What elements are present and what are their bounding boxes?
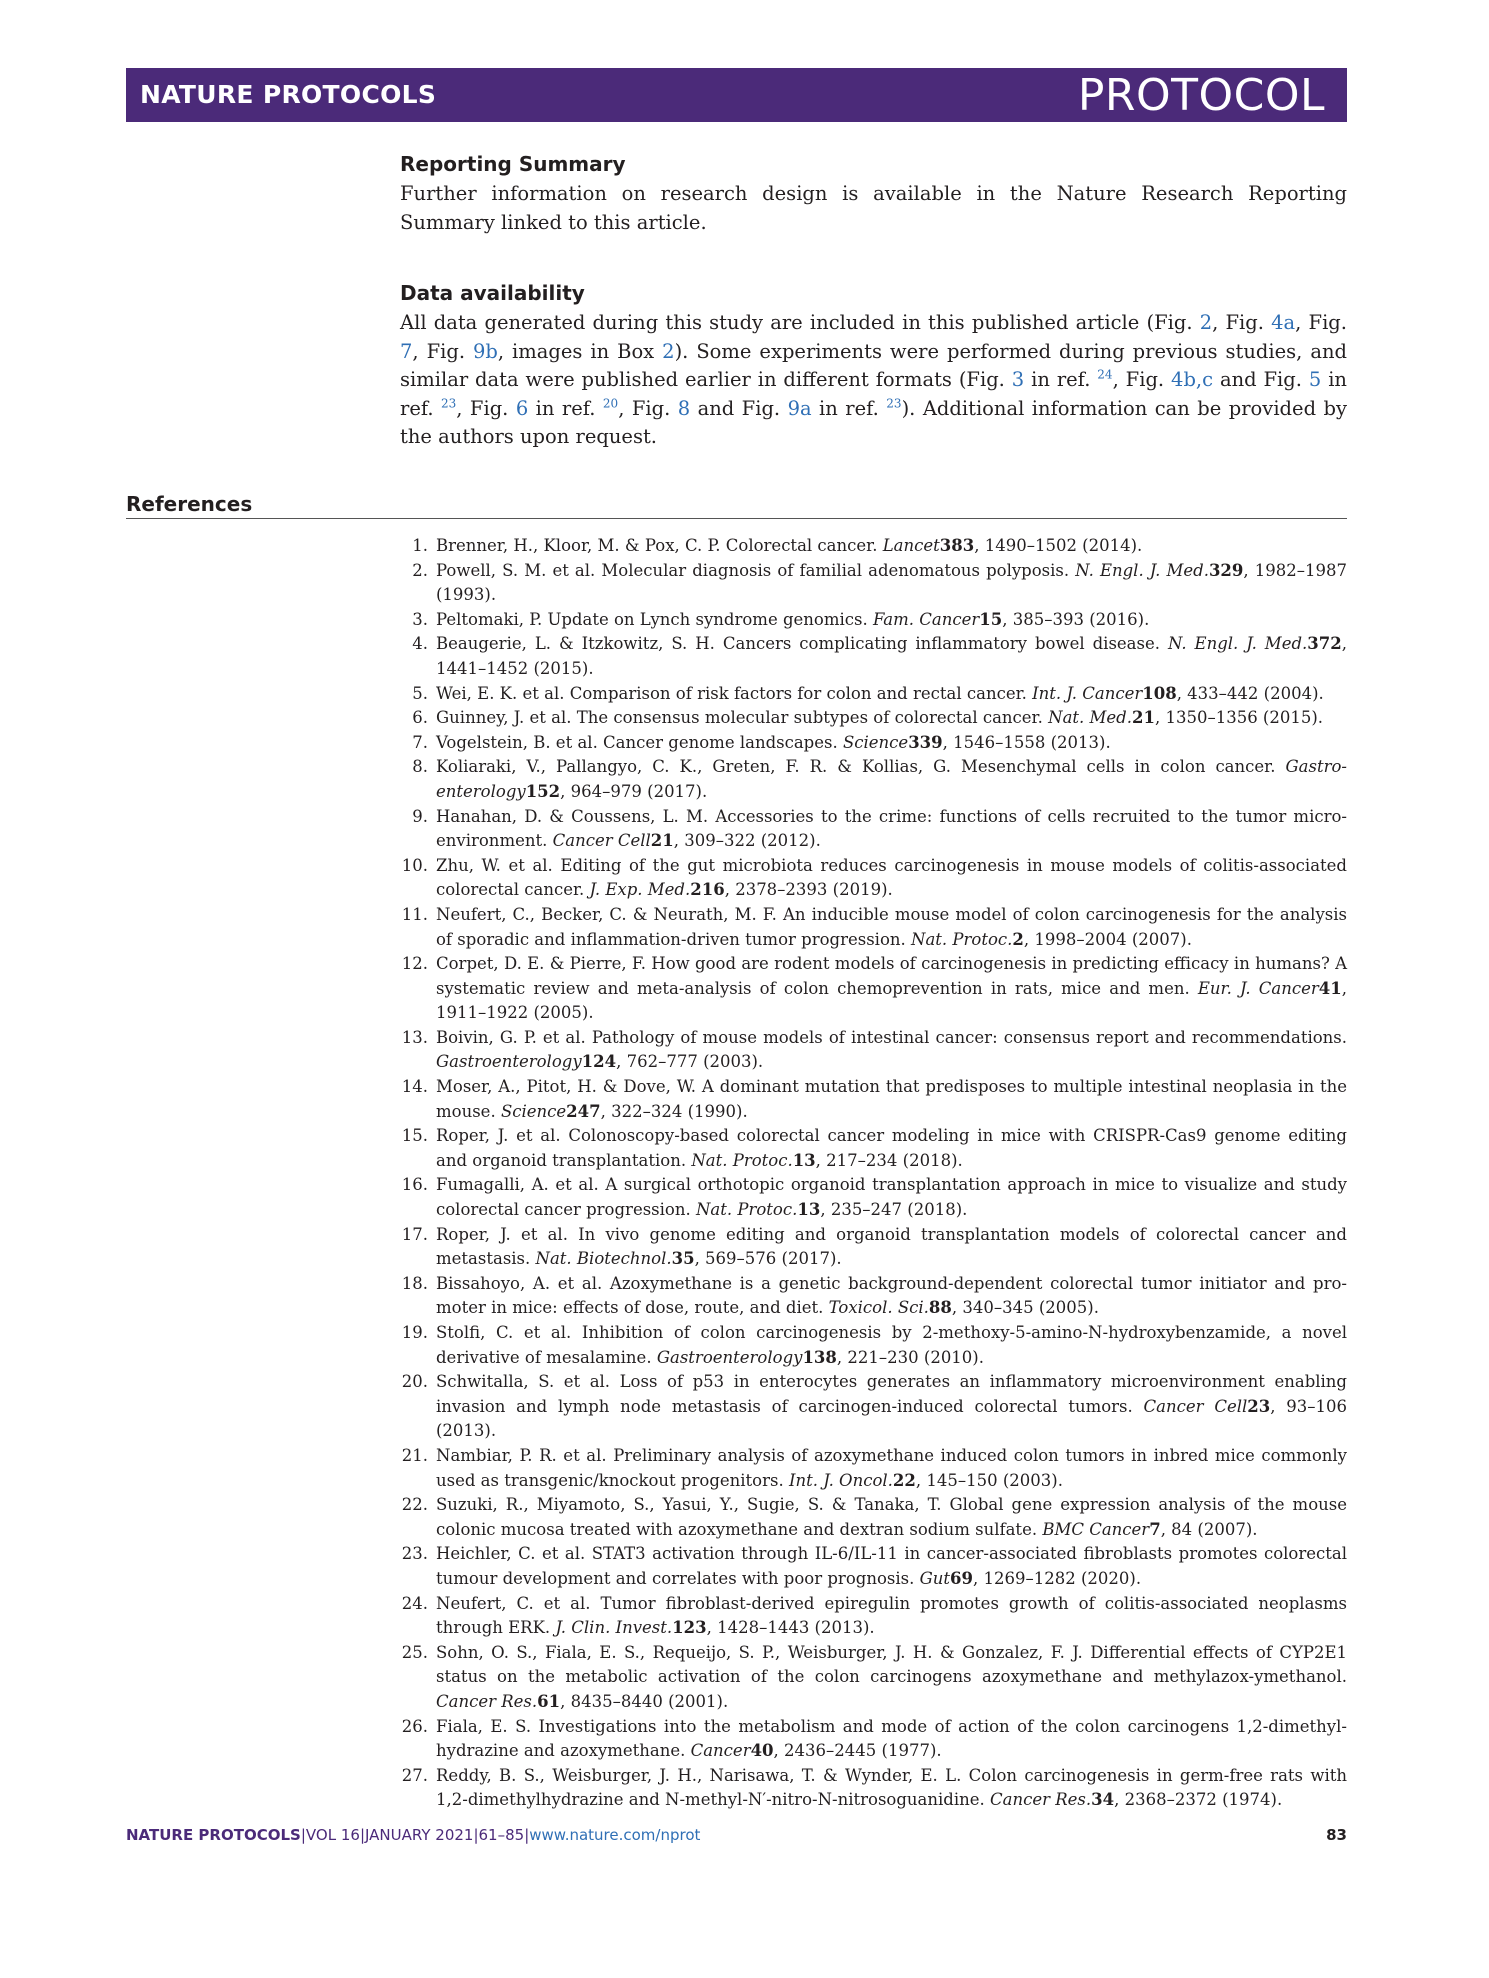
- page-number: 83: [1326, 1826, 1347, 1844]
- reference-pages: , 1269–1282 (2020).: [973, 1568, 1142, 1588]
- reference-number: 23.: [401, 1544, 428, 1564]
- reference-citation: Schwitalla, S. et al. Loss of p53 in enterocytes generates an inflammatory microenvironment enabling invasion and lymph node metastasis of carcinogen-induced colorectal tumors.: [436, 1372, 1347, 1416]
- reference-volume: 108: [1142, 683, 1177, 703]
- reference-number: 15.: [401, 1126, 428, 1146]
- text-run: in ref.: [811, 396, 887, 420]
- reference-item: [400, 1493, 1347, 1542]
- reference-journal: Cancer: [690, 1741, 751, 1761]
- reference-number: 22.: [401, 1495, 428, 1515]
- reference-list: [400, 534, 1347, 1813]
- figure-link[interactable]: 8: [677, 396, 691, 420]
- citation-link[interactable]: 24: [1097, 367, 1113, 382]
- reference-pages: , 2368–2372 (1974).: [1114, 1790, 1283, 1810]
- reference-journal: J. Exp. Med.: [589, 880, 691, 900]
- reference-pages: , 1350–1356 (2015).: [1154, 708, 1324, 728]
- journal-name: NATURE PROTOCOLS: [140, 80, 437, 109]
- reference-item: [400, 1321, 1347, 1370]
- reference-volume: 23: [1247, 1396, 1271, 1416]
- references-heading: References: [126, 492, 1347, 519]
- reference-pages: , 8435–8440 (2001).: [560, 1691, 729, 1711]
- reference-journal: Cancer Cell: [1143, 1396, 1248, 1416]
- reference-journal: Gastro-enterology: [436, 757, 1347, 801]
- reference-item: [400, 1444, 1347, 1493]
- reference-number: 13.: [401, 1027, 428, 1047]
- reference-item: [400, 903, 1347, 952]
- figure-link[interactable]: 6: [515, 396, 529, 420]
- reference-number: 16.: [401, 1175, 428, 1195]
- reference-pages: , 569–576 (2017).: [694, 1249, 842, 1269]
- data-availability-title: Data availability: [400, 281, 585, 305]
- reference-citation: Suzuki, R., Miyamoto, S., Yasui, Y., Sugie, S. & Tanaka, T. Global gene expression analysis of the mouse colonic mucosa treated with azoxymethane and dextran sodium sulfate.: [436, 1495, 1347, 1539]
- reference-volume: 34: [1091, 1790, 1115, 1810]
- reference-journal: Int. J. Cancer: [1032, 683, 1143, 703]
- reference-pages: , 145–150 (2003).: [915, 1470, 1063, 1490]
- reference-item: [400, 952, 1347, 1026]
- data-availability-text: [400, 309, 1347, 452]
- reference-item: [400, 1223, 1347, 1272]
- footer-separator: |: [473, 1826, 479, 1844]
- text-run: and Fig.: [690, 396, 788, 420]
- citation-link[interactable]: 20: [602, 396, 619, 410]
- footer-separator: |: [359, 1826, 365, 1844]
- reference-citation: Stolfi, C. et al. Inhibition of colon carcinogenesis by 2-methoxy-5-amino-N-hydroxybenzamide, a novel derivative of mesalamine.: [436, 1323, 1347, 1367]
- reference-citation: Bissahoyo, A. et al. Azoxymethane is a genetic background-dependent colorectal tumor initiator and pro-moter in mice: effects of dose, route, and diet.: [436, 1273, 1347, 1318]
- reference-volume: 138: [802, 1347, 837, 1367]
- reference-citation: Sohn, O. S., Fiala, E. S., Requeijo, S. P., Weisburger, J. H. & Gonzalez, F. J. Differential effects of CYP2E1 status on the metabolic activation of the colon carcinogens azoxymethane and methylazox-ymethanol.: [436, 1642, 1347, 1687]
- citation-link[interactable]: 23: [886, 396, 902, 410]
- reference-item: [400, 755, 1347, 804]
- reference-citation: Neufert, C., Becker, C. & Neurath, M. F. An inducible mouse model of colon carcinogenesis for the analysis of sporadic and inflammation-driven tumor progression.: [436, 904, 1347, 949]
- text-run: and Fig.: [1213, 368, 1309, 391]
- reference-volume: 69: [950, 1568, 973, 1588]
- text-run: , Fig.: [1112, 368, 1172, 391]
- reference-volume: 2: [1012, 929, 1024, 949]
- reference-number: 25.: [401, 1642, 428, 1662]
- reference-item: [400, 534, 1347, 559]
- reference-number: 3.: [412, 609, 428, 629]
- reference-journal: Nat. Protoc.: [691, 1150, 793, 1170]
- footer-date: JANUARY 2021: [365, 1826, 474, 1844]
- reference-journal: Nat. Protoc.: [695, 1200, 798, 1220]
- reference-number: 18.: [401, 1273, 428, 1293]
- reference-journal: Nat. Med.: [1048, 708, 1132, 728]
- reference-volume: 21: [1132, 708, 1155, 728]
- footer-journal: NATURE PROTOCOLS: [126, 1826, 301, 1844]
- reference-journal: N. Engl. J. Med.: [1075, 560, 1209, 580]
- reference-citation: Roper, J. et al. Colonoscopy-based colorectal cancer modeling in mice with CRISPR-Cas9 genome editing and organoid transplantation.: [436, 1126, 1347, 1170]
- reference-journal: Gastroenterology: [656, 1347, 803, 1367]
- reference-volume: 13: [797, 1200, 821, 1220]
- reference-number: 11.: [401, 904, 428, 924]
- footer-pages: 61–85: [478, 1826, 525, 1844]
- reference-item: [400, 1715, 1347, 1764]
- reference-citation: Hanahan, D. & Coussens, L. M. Accessories to the crime: functions of cells recruited to the tumor micro-environment.: [436, 806, 1347, 851]
- reference-pages: , 340–345 (2005).: [951, 1298, 1099, 1318]
- figure-link[interactable]: 3: [1011, 368, 1025, 391]
- reference-item: [400, 1764, 1347, 1813]
- reference-citation: Corpet, D. E. & Pierre, F. How good are rodent models of carcinogenesis in predicting efficacy in humans? A systematic review and meta-analysis of colon chemoprevention in rats, mice and men.: [436, 954, 1347, 998]
- reference-citation: Koliaraki, V., Pallangyo, C. K., Greten, F. R. & Kollias, G. Mesenchymal cells in colon cancer.: [436, 757, 1286, 777]
- reference-volume: 247: [566, 1101, 601, 1121]
- reference-number: 21.: [401, 1445, 428, 1465]
- reference-volume: 123: [672, 1618, 707, 1638]
- reference-citation: Roper, J. et al. In vivo genome editing and organoid transplantation models of colorectal cancer and metastasis.: [436, 1224, 1347, 1269]
- figure-link[interactable]: 2: [1199, 311, 1213, 334]
- reference-pages: , 309–322 (2012).: [673, 831, 821, 851]
- reference-pages: , 385–393 (2016).: [1002, 609, 1150, 629]
- reference-journal: Nat. Biotechnol.: [535, 1249, 672, 1269]
- reference-pages: , 1441–1452 (2015).: [436, 634, 1347, 678]
- text-run: , Fig.: [1212, 311, 1272, 334]
- reference-journal: Gut: [919, 1568, 951, 1588]
- reference-volume: 329: [1208, 560, 1244, 580]
- reference-journal: Gastroenterology: [436, 1052, 582, 1072]
- reference-journal: Science: [842, 732, 909, 752]
- reference-number: 8.: [412, 757, 428, 777]
- reference-citation: Powell, S. M. et al. Molecular diagnosis of familial adenomatous polyposis.: [436, 560, 1076, 580]
- reference-pages: , 1911–1922 (2005).: [436, 978, 1347, 1023]
- reference-volume: 88: [928, 1298, 952, 1318]
- reference-volume: 383: [939, 536, 975, 555]
- reference-number: 24.: [401, 1593, 428, 1613]
- box-link[interactable]: 2: [662, 339, 675, 363]
- reference-pages: , 1428–1443 (2013).: [706, 1618, 875, 1638]
- reference-number: 27.: [401, 1765, 428, 1785]
- text-run: in ref.: [400, 368, 1347, 420]
- text-run: , Fig.: [1295, 311, 1347, 334]
- reference-number: 12.: [401, 954, 428, 974]
- reference-pages: , 217–234 (2018).: [815, 1150, 963, 1170]
- reference-item: [400, 1173, 1347, 1222]
- reporting-summary-section: [400, 152, 1347, 237]
- reference-journal: Nat. Protoc.: [911, 929, 1013, 949]
- reference-pages: , 322–324 (1990).: [600, 1101, 748, 1121]
- reference-volume: 7: [1149, 1519, 1161, 1539]
- reference-number: 6.: [412, 708, 428, 728]
- reference-pages: , 1982–1987 (1993).: [436, 560, 1347, 605]
- reference-pages: , 221–230 (2010).: [836, 1347, 984, 1367]
- reference-number: 7.: [412, 732, 428, 752]
- reference-item: [400, 854, 1347, 903]
- figure-link[interactable]: 4a: [1271, 311, 1296, 334]
- reference-item: [400, 608, 1347, 633]
- reference-citation: Heichler, C. et al. STAT3 activation through IL-6/IL-11 in cancer-associated fibroblasts promotes colorectal tumour development and correlates with poor prognosis.: [436, 1544, 1347, 1588]
- reference-item: [400, 1592, 1347, 1641]
- reference-volume: 152: [525, 781, 561, 801]
- reference-journal: BMC Cancer: [1042, 1519, 1150, 1539]
- reference-pages: , 93–106 (2013).: [436, 1396, 1348, 1441]
- reference-pages: , 1490–1502 (2014).: [974, 536, 1143, 555]
- reference-pages: , 433–442 (2004).: [1176, 683, 1324, 703]
- text-run: All data generated during this study are included in this published article (Fig.: [400, 311, 1200, 334]
- reference-item: [400, 1272, 1347, 1321]
- reference-citation: Boivin, G. P. et al. Pathology of mouse models of intestinal cancer: consensus report and recommendations.: [436, 1027, 1347, 1047]
- reference-item: [400, 1641, 1347, 1715]
- reference-pages: , 1998–2004 (2007).: [1023, 929, 1192, 949]
- reference-citation: Peltomaki, P. Update on Lynch syndrome genomics.: [436, 609, 873, 629]
- reference-journal: Cancer Cell: [552, 831, 651, 851]
- reference-journal: J. Clin. Invest.: [555, 1618, 673, 1638]
- reference-volume: 124: [581, 1052, 617, 1072]
- text-run: , images in Box: [497, 339, 663, 363]
- reference-citation: Beaugerie, L. & Itzkowitz, S. H. Cancers complicating inflammatory bowel disease.: [436, 634, 1168, 654]
- reference-citation: Brenner, H., Kloor, M. & Pox, C. P. Colorectal cancer.: [436, 536, 883, 555]
- reference-volume: 15: [979, 609, 1003, 629]
- reference-journal: Cancer Res.: [990, 1790, 1092, 1810]
- citation-link[interactable]: 23: [441, 396, 457, 410]
- reference-item: [400, 559, 1347, 608]
- reference-item: [400, 632, 1347, 681]
- reference-journal: Toxicol. Sci.: [828, 1298, 929, 1318]
- text-run: in ref.: [1024, 368, 1098, 391]
- reference-volume: 35: [671, 1249, 695, 1269]
- page-footer: [126, 1826, 1347, 1848]
- reference-item: [400, 682, 1347, 707]
- reference-item: [400, 1124, 1347, 1173]
- figure-link[interactable]: 5: [1308, 368, 1322, 391]
- text-run: , Fig.: [412, 339, 473, 363]
- reference-volume: 61: [537, 1691, 561, 1711]
- reference-pages: , 762–777 (2003).: [616, 1052, 764, 1072]
- text-run: ). Some experiments were performed during previous studies, and similar data were published earlier in different formats (Fig.: [400, 339, 1347, 391]
- figure-link[interactable]: 9a: [787, 396, 812, 420]
- reference-citation: Nambiar, P. R. et al. Preliminary analysis of azoxymethane induced colon tumors in inbred mice commonly used as transgenic/knockout progenitors.: [436, 1445, 1347, 1490]
- reference-number: 1.: [412, 536, 428, 555]
- reference-pages: , 2436–2445 (1977).: [773, 1741, 942, 1761]
- reference-pages: , 2378–2393 (2019).: [724, 880, 893, 900]
- data-availability-section: [400, 281, 1347, 452]
- reference-citation: Moser, A., Pitot, H. & Dove, W. A dominant mutation that predisposes to multiple intestinal neoplasia in the mouse.: [436, 1077, 1347, 1121]
- reference-journal: Cancer Res.: [436, 1691, 538, 1711]
- reference-number: 10.: [401, 855, 428, 875]
- reference-journal: N. Engl. J. Med.: [1167, 634, 1308, 654]
- reference-item: [400, 1370, 1347, 1444]
- reference-number: 26.: [401, 1716, 428, 1736]
- footer-volume: VOL 16: [305, 1826, 360, 1844]
- reference-number: 20.: [401, 1372, 428, 1392]
- reference-citation: Wei, E. K. et al. Comparison of risk factors for colon and rectal cancer.: [436, 683, 1033, 703]
- reference-journal: Eur. J. Cancer: [1197, 978, 1319, 998]
- footer-separator: |: [300, 1826, 306, 1844]
- reference-volume: 216: [690, 880, 725, 900]
- reference-item: [400, 1075, 1347, 1124]
- reference-number: 2.: [412, 560, 428, 580]
- figure-link[interactable]: 4b,c: [1171, 368, 1214, 391]
- reference-citation: Fumagalli, A. et al. A surgical orthotopic organoid transplantation approach in mice to visualize and study colorectal cancer progression.: [436, 1175, 1347, 1220]
- figure-link[interactable]: 7: [400, 339, 413, 363]
- reference-item: [400, 1026, 1347, 1075]
- reference-journal: Lancet: [882, 536, 940, 555]
- reference-item: [400, 706, 1347, 731]
- reference-journal: Int. J. Oncol.: [788, 1470, 893, 1490]
- article-type: PROTOCOL: [1077, 70, 1325, 121]
- reference-item: [400, 805, 1347, 854]
- reference-volume: 13: [792, 1150, 816, 1170]
- reference-item: [400, 1542, 1347, 1591]
- reference-citation: Zhu, W. et al. Editing of the gut microbiota reduces carcinogenesis in mouse models of colitis-associated colorectal cancer.: [436, 855, 1347, 900]
- reporting-summary-title: Reporting Summary: [400, 152, 626, 176]
- reference-citation: Neufert, C. et al. Tumor fibroblast-derived epiregulin promotes growth of colitis-associated neoplasms through ERK.: [436, 1593, 1347, 1638]
- reference-number: 17.: [401, 1224, 428, 1244]
- reference-journal: Fam. Cancer: [872, 609, 980, 629]
- reference-citation: Vogelstein, B. et al. Cancer genome landscapes.: [436, 732, 843, 752]
- footer-separator: |: [524, 1826, 530, 1844]
- reference-item: [400, 731, 1347, 756]
- reference-journal: Science: [500, 1101, 567, 1121]
- reference-volume: 21: [650, 831, 674, 851]
- text-run: , Fig.: [456, 396, 516, 420]
- text-run: in ref.: [528, 396, 603, 420]
- reference-citation: Guinney, J. et al. The consensus molecular subtypes of colorectal cancer.: [436, 708, 1049, 728]
- text-run: , Fig.: [618, 396, 678, 420]
- reference-volume: 41: [1318, 978, 1342, 998]
- reference-number: 14.: [401, 1077, 428, 1097]
- reference-number: 9.: [412, 806, 428, 826]
- header-banner: [126, 68, 1347, 122]
- reference-citation: Fiala, E. S. Investigations into the metabolism and mode of action of the colon carcinogens 1,2-dimethyl-hydrazine and azoxymethane.: [436, 1716, 1347, 1761]
- reference-number: 19.: [401, 1323, 428, 1342]
- reference-number: 5.: [412, 683, 428, 703]
- reference-pages: , 84 (2007).: [1160, 1519, 1258, 1539]
- figure-link[interactable]: 9b: [472, 339, 498, 363]
- reference-citation: Reddy, B. S., Weisburger, J. H., Narisawa, T. & Wynder, E. L. Colon carcinogenesis in germ-free rats with 1,2-dimethylhydrazine and N-methyl-N′-nitro-N-nitrosoguanidine.: [436, 1765, 1347, 1810]
- reference-pages: , 1546–1558 (2013).: [942, 732, 1111, 752]
- reference-volume: 22: [892, 1470, 916, 1490]
- text-run: ). Additional information can be provided by the authors upon request.: [400, 396, 1347, 448]
- reference-volume: 372: [1307, 634, 1342, 654]
- reference-volume: 339: [908, 732, 943, 752]
- reference-number: 4.: [412, 634, 428, 654]
- reporting-summary-text: Further information on research design is available in the Nature Research Reporting Summary linked to this article.: [400, 182, 1347, 234]
- reference-pages: , 964–979 (2017).: [560, 781, 708, 801]
- reference-volume: 40: [750, 1741, 774, 1761]
- footer-url-link[interactable]: www.nature.com/nprot: [529, 1826, 701, 1844]
- reference-pages: , 235–247 (2018).: [820, 1200, 968, 1220]
